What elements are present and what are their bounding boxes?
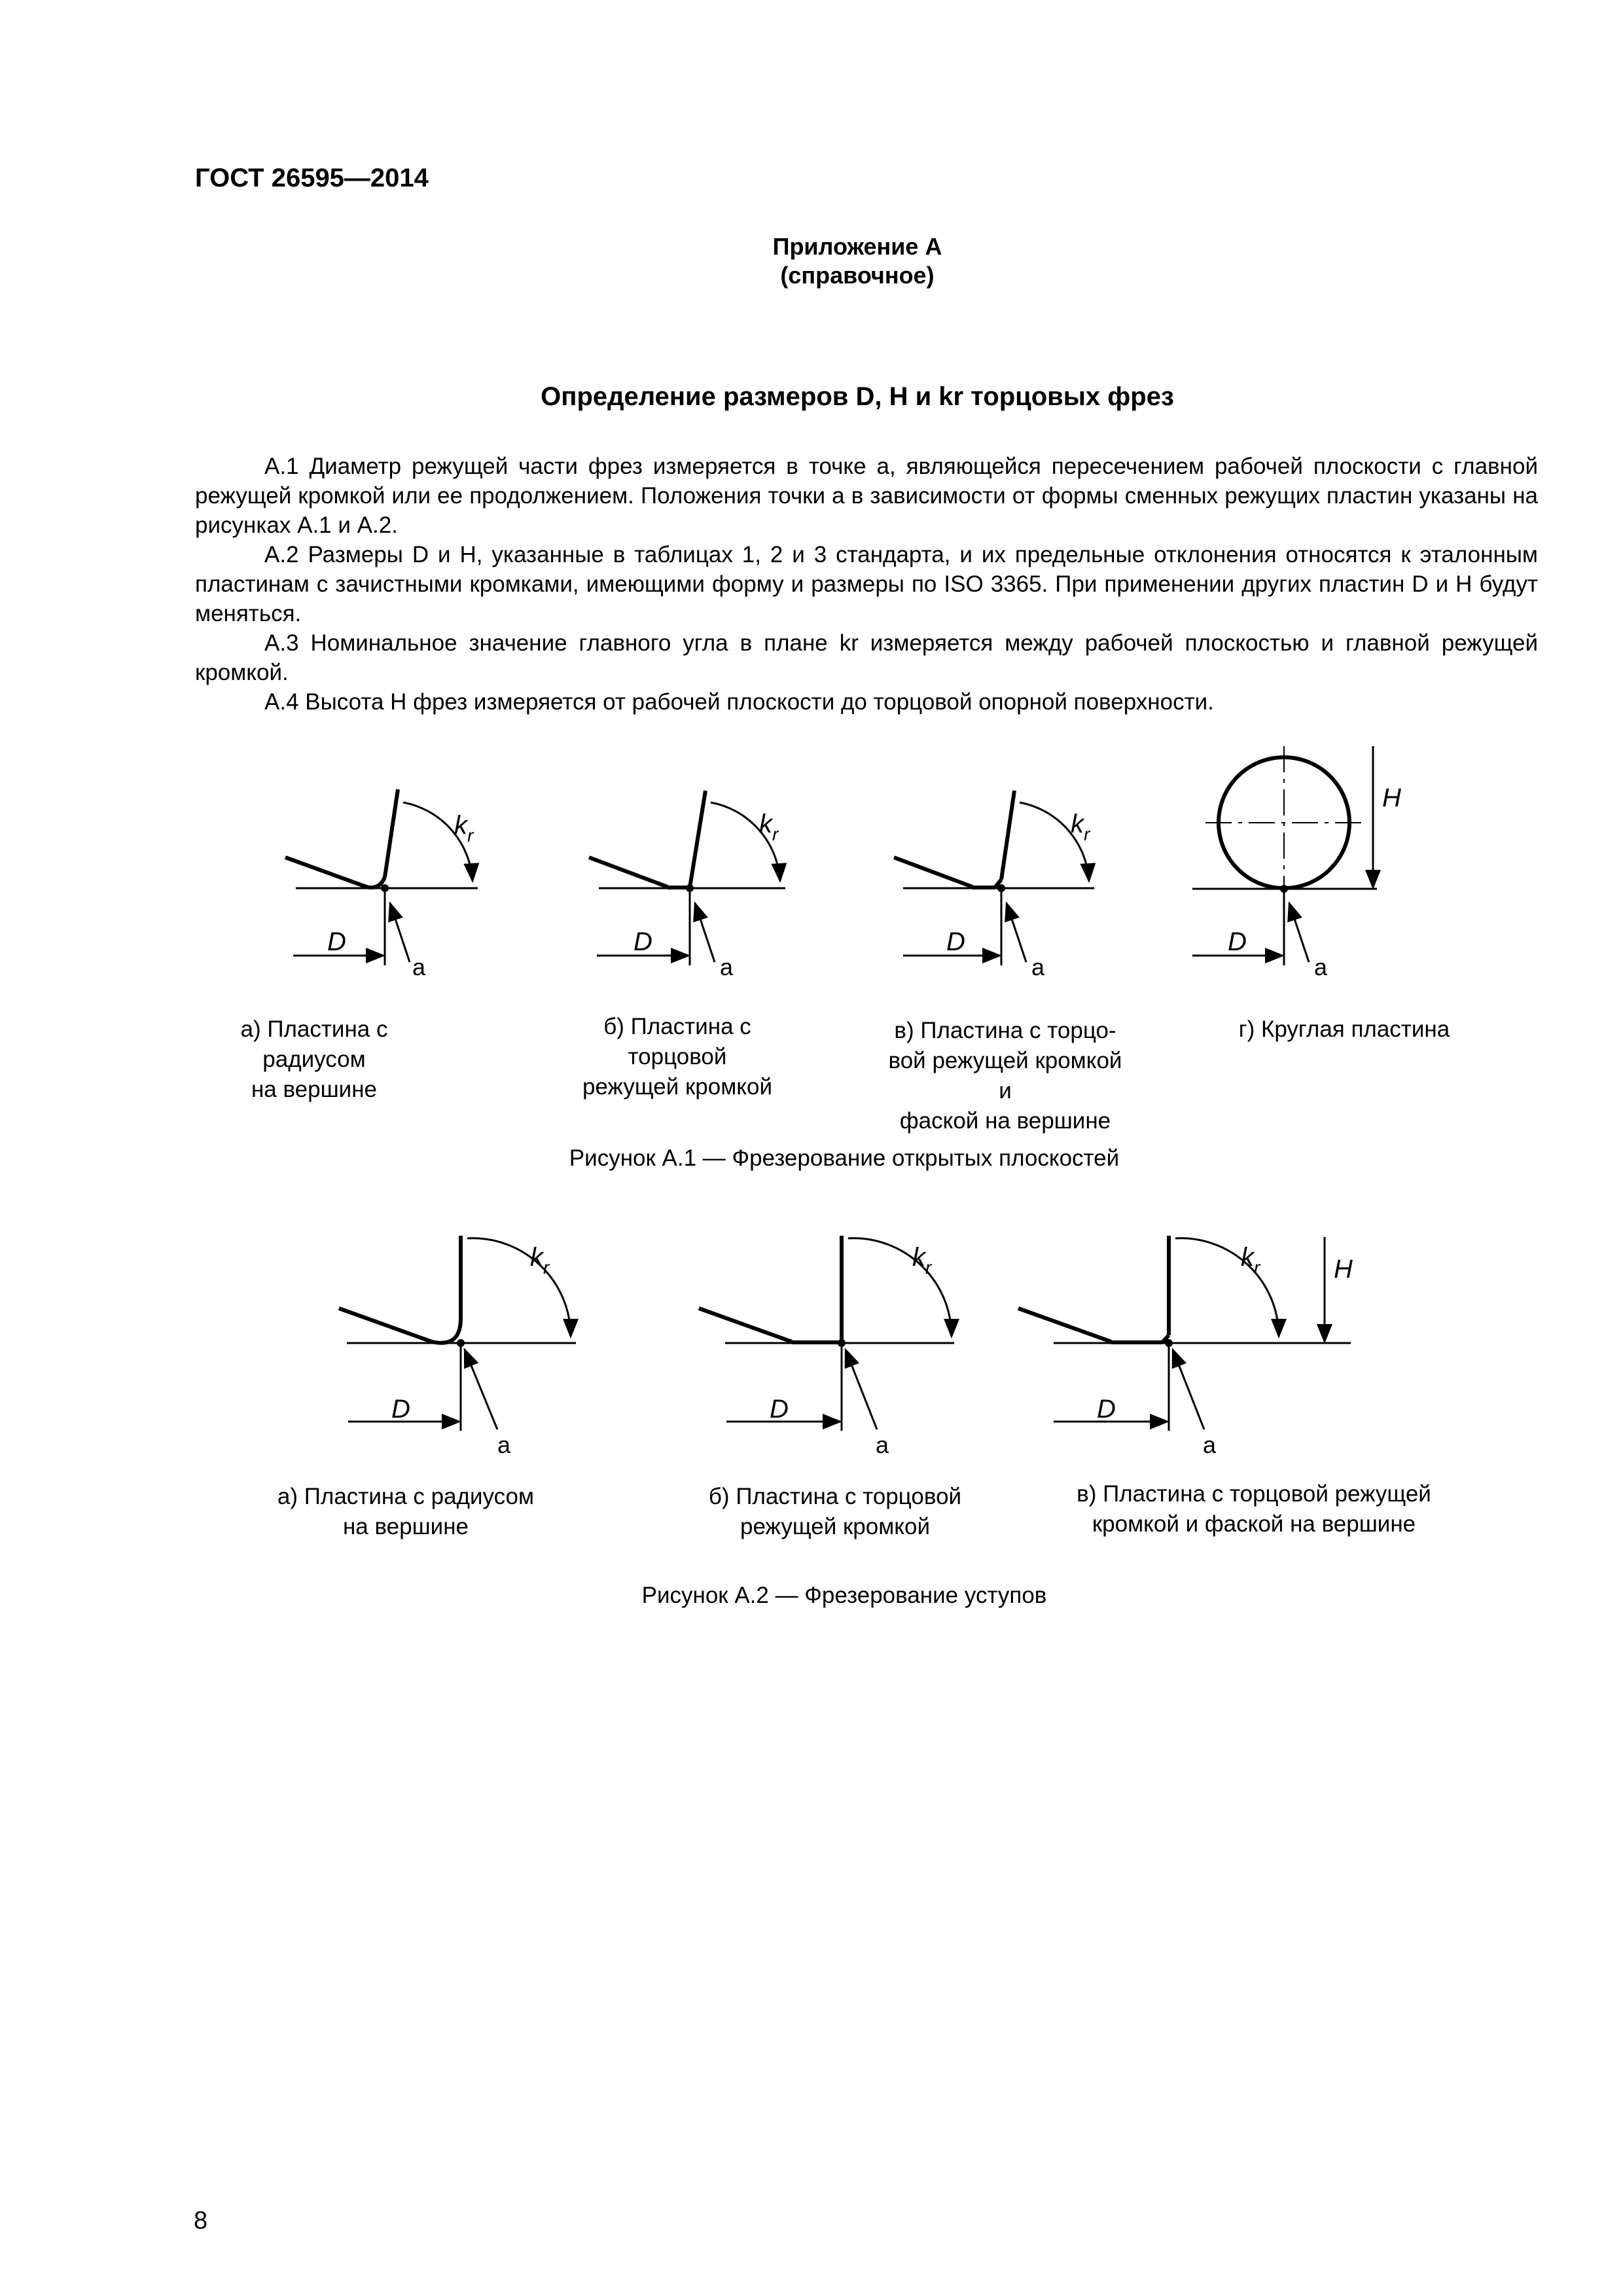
- fig-a2-v-h-label: H: [1334, 1255, 1353, 1283]
- fig-a1-g-d-label: D: [1228, 927, 1247, 956]
- fig-a2-v-d-label: D: [1097, 1395, 1116, 1424]
- fig-a1-b-d-label: D: [633, 927, 652, 956]
- fig-a1-title: Рисунок А.1 — Фрезерование открытых плоскостей: [569, 1145, 1120, 1171]
- fig-a1-g-h-label: H: [1382, 783, 1401, 812]
- caption-line: режущей кромкой: [740, 1514, 930, 1539]
- fig-a1-v-d-label: D: [946, 927, 965, 956]
- caption-line: фаской на вершине: [899, 1108, 1111, 1134]
- fig-a1-a-diagram: [285, 789, 478, 965]
- fig-a1-v-diagram: [894, 791, 1094, 965]
- fig-a2-v-diagram: [1018, 1236, 1351, 1431]
- fig-a2-a-d-label: D: [391, 1395, 410, 1424]
- annex-title: Приложение А: [772, 233, 942, 260]
- fig-a2-a-point-label: a: [497, 1431, 511, 1458]
- fig-a2-b-point-label: a: [876, 1431, 889, 1458]
- document-header: ГОСТ 26595—2014: [195, 164, 429, 192]
- fig-a1-b-diagram: [589, 791, 785, 965]
- paragraph-a1: А.1 Диаметр режущей части фрез измеряется в точке a, являющейся пересечением рабочей плоскости с главной режущей кромкой или ее продолжением. Положения точки a в зависимости от формы сменных режущих пластин указаны на рисунках А.1 и А.2.: [195, 454, 1538, 538]
- fig-a1-b-point-label: a: [720, 954, 734, 980]
- fig-a2-b-kr-label: $k_r$: [912, 1243, 932, 1278]
- caption-line: б) Пластина с торцовой: [603, 1014, 751, 1069]
- fig-a2-title: Рисунок А.2 — Фрезерование уступов: [641, 1583, 1047, 1608]
- fig-a1-caption-v: [881, 1016, 1130, 1136]
- fig-a1-b-kr-label: $k_r$: [759, 810, 779, 844]
- caption-line: режущей кромкой: [582, 1074, 772, 1100]
- fig-a1-g-diagram: [1192, 746, 1377, 965]
- page-number: 8: [194, 2207, 208, 2234]
- fig-a2-v-point-label: a: [1203, 1431, 1217, 1458]
- paragraph-a4: А.4 Высота H фрез измеряется от рабочей плоскости до торцовой опорной поверхности.: [264, 689, 1214, 715]
- fig-a1-a-point-label: a: [412, 954, 426, 980]
- fig-a2-b-d-label: D: [770, 1395, 789, 1424]
- caption-line: в) Пластина с торцовой режущей: [1077, 1481, 1431, 1507]
- fig-a2-a-kr-label: $k_r$: [530, 1243, 550, 1278]
- fig-a2-v-kr-label: $k_r$: [1241, 1243, 1260, 1278]
- fig-a1-caption-g: [1220, 1014, 1469, 1045]
- fig-a2-caption-a: [255, 1482, 556, 1542]
- paragraph-a2: А.2 Размеры D и H, указанные в таблицах 1, 2 и 3 стандарта, и их предельные отклонения относятся к эталонным пластинам с зачистными кромками, имеющими форму и размеры по ISO 3365. При применении других пластин D и H будут меняться.: [195, 542, 1538, 626]
- caption-line: в) Пластина с торцо-: [894, 1018, 1116, 1043]
- caption-line: кромкой и фаской на вершине: [1092, 1511, 1416, 1537]
- caption-line: на вершине: [251, 1077, 378, 1102]
- caption-line: б) Пластина с торцовой: [708, 1484, 962, 1509]
- caption-line: вой режущей кромкой и: [888, 1048, 1122, 1103]
- fig-a1-caption-b: [556, 1012, 798, 1102]
- annex-status: (справочное): [780, 262, 935, 289]
- fig-a1-v-kr-label: $k_r$: [1071, 810, 1090, 844]
- caption-line: а) Пластина с радиусом: [277, 1484, 535, 1509]
- caption-line: г) Круглая пластина: [1238, 1016, 1450, 1042]
- fig-a1-a-d-label: D: [327, 927, 346, 956]
- caption-line: на вершине: [342, 1514, 469, 1539]
- fig-a1-a-kr-label: $k_r$: [454, 811, 474, 846]
- caption-line: а) Пластина с радиусом: [240, 1016, 388, 1072]
- section-title: Определение размеров D, H и kr торцовых фрез: [541, 382, 1174, 411]
- fig-a1-g-point-label: a: [1314, 954, 1328, 980]
- fig-a1-v-point-label: a: [1031, 954, 1045, 980]
- fig-a2-caption-b: [685, 1482, 986, 1542]
- fig-a1-caption-a: [209, 1014, 419, 1105]
- paragraph-a3: А.3 Номинальное значение главного угла в плане kr измеряется между рабочей плоскостью и главной режущей кромкой.: [195, 630, 1538, 685]
- fig-a2-caption-v: [1051, 1479, 1457, 1539]
